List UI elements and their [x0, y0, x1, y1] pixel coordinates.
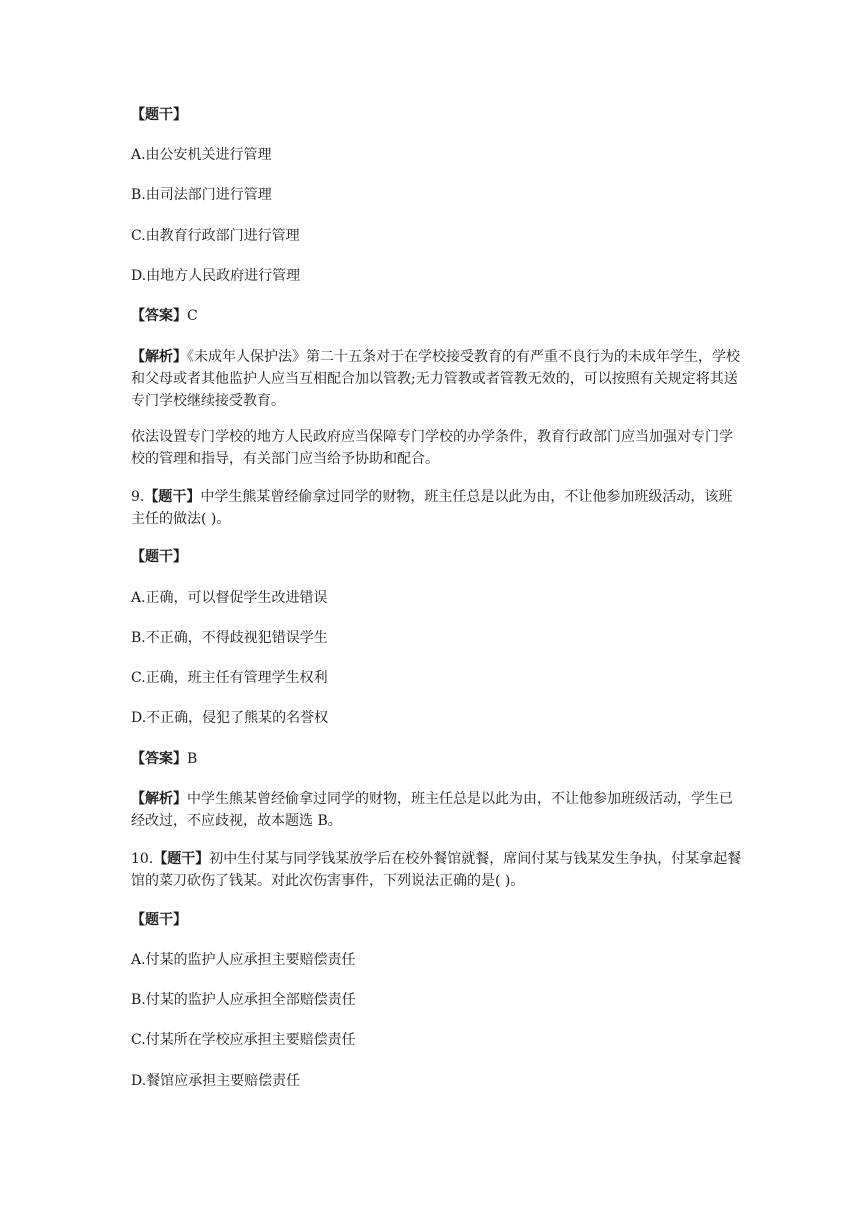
explanation-paragraph: 【解析】《未成年人保护法》第二十五条对于在学校接受教育的有严重不良行为的未成年学生，学校和父母或者其他监护人应当互相配合加以管教;无力管教或者管教无效的，可以按照有关规定将其送专门学校继续接受教育。 [131, 349, 740, 409]
option-d: D.由地方人民政府进行管理 [131, 268, 301, 284]
section-stem-label: 【题干】 [131, 107, 187, 123]
q9-explanation: 【解析】中学生熊某曾经偷拿过同学的财物，班主任总是以此为由，不让他参加班级活动，学生已经改过，不应歧视，故本题选 B。 [131, 791, 733, 829]
question-10-stem-label: 【题干】 [131, 912, 187, 928]
q9-option-a: A.正确，可以督促学生改进错误 [131, 590, 328, 606]
question-9: 9.【题干】中学生熊某曾经偷拿过同学的财物，班主任总是以此为由，不让他参加班级活动，该班主任的做法( )。 [131, 489, 733, 527]
q9-option-c: C.正确，班主任有管理学生权利 [131, 670, 328, 686]
q10-option-a: A.付某的监护人应承担主要赔偿责任 [131, 952, 356, 968]
q10-option-b: B.付某的监护人应承担全部赔偿责任 [131, 992, 356, 1008]
q9-option-d: D.不正确，侵犯了熊某的名誉权 [131, 710, 329, 726]
q10-option-c: C.付某所在学校应承担主要赔偿责任 [131, 1032, 356, 1048]
q9-answer-line: 【答案】B [131, 751, 198, 767]
option-b: B.由司法部门进行管理 [131, 187, 272, 203]
option-a: A.由公安机关进行管理 [131, 147, 272, 163]
question-10: 10.【题干】初中生付某与同学钱某放学后在校外餐馆就餐，席间付某与钱某发生争执，付某拿起餐馆的菜刀砍伤了钱某。对此次伤害事件，下列说法正确的是( )。 [131, 851, 742, 889]
explanation-paragraph-2: 依法设置专门学校的地方人民政府应当保障专门学校的办学条件，教育行政部门应当加强对专门学校的管理和指导，有关部门应当给予协助和配合。 [131, 429, 733, 467]
answer-line: 【答案】C [131, 308, 198, 324]
question-9-stem-label: 【题干】 [131, 549, 187, 565]
q10-option-d: D.餐馆应承担主要赔偿责任 [131, 1073, 301, 1089]
q9-option-b: B.不正确，不得歧视犯错误学生 [131, 630, 328, 646]
option-c: C.由教育行政部门进行管理 [131, 228, 300, 244]
